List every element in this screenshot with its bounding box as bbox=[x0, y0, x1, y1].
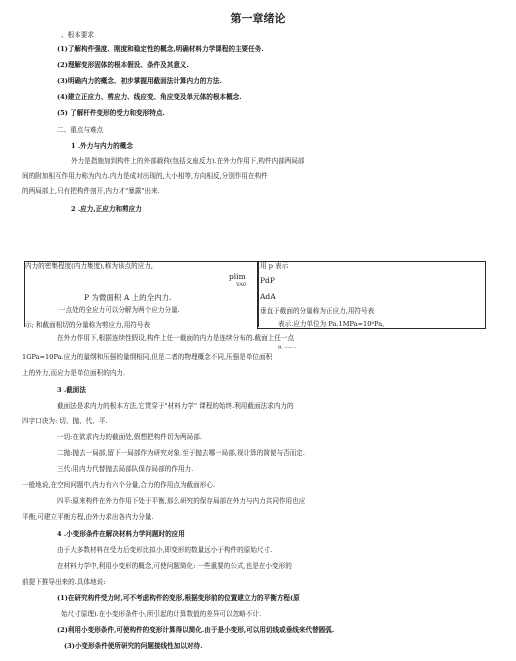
paragraph-line: 间的附加相互作用力称为内力.内力是成对出现的,大小相等,方向相反,分别作用在构件 bbox=[22, 172, 268, 180]
stress-definition-text: 内力的密集程度(内力集度),称为该点的应力, bbox=[25, 262, 154, 270]
paragraph-line: 在材料力学中,利用小变形的概念,可使问题简化: 一些重要的公式,也是在小变形的 bbox=[57, 562, 292, 570]
stress-formula-denominator: AdA bbox=[260, 292, 276, 301]
list-item: (2)利用小变形条件,可使构件的变形计算得以简化.由于是小变形,可以用切线或垂线来代替圆弧. bbox=[57, 626, 335, 634]
stress-unit-text: 表示.应力单位为 Pa.1MPa=10⁶Pa, bbox=[278, 320, 385, 328]
list-item: (3)小变形条件使所研究的问题接线性加以对待. bbox=[64, 642, 203, 650]
requirement-item: (2)理解变形固体的根本假设、条件及其意义. bbox=[57, 61, 189, 69]
stress-symbol-box bbox=[257, 261, 486, 329]
paragraph-line: 在外力作用下,根据连续性假设,构件上任一截面的内力是连续分布的.截面上任一点 bbox=[57, 334, 295, 342]
requirement-item: (5) 了解杆件变形的受力和变形特点. bbox=[57, 109, 165, 117]
full-force-definition: P 为微面积 A 上的全内力. bbox=[84, 293, 172, 302]
paragraph-line: 前提下推导出来的.具体地说: bbox=[22, 578, 106, 586]
section-4-heading: 4 .小变形条件在解决材料力学问题时的应用 bbox=[57, 530, 185, 538]
paragraph-line: 截面法是求内力的根本方法,它贯穿于"材料力学" 课程的始终.利用截面法求内力的 bbox=[57, 402, 294, 410]
paragraph-line: 上的外力,而应力是单位面积的内力. bbox=[22, 369, 126, 377]
requirements-heading: 、根本要求 bbox=[61, 31, 94, 39]
chapter-title: 第一章绪论 bbox=[230, 12, 286, 25]
paragraph-line: 的两局部上,只有把构件剖开,内力才"暴露"出来. bbox=[22, 187, 160, 195]
paragraph-line: 四字口诀为: 切、抛、代、平. bbox=[22, 417, 108, 425]
paragraph-line: 外力是指施加到构件上的外部载荷(包括支座反力).在外力作用下,构件内部两局部 bbox=[71, 157, 305, 165]
stress-decomposition-text: 一点处的全应力可以分解为两个应力分量. bbox=[59, 306, 180, 314]
paragraph-line: 四平:原来构件在外力作用下处于平衡,那么研究的保存局部在外力与内力共同作用也应 bbox=[57, 497, 306, 505]
requirement-item: (1)了解构件强度、刚度和稳定性的概念,明确材料力学课程的主要任务. bbox=[57, 45, 264, 53]
requirement-item: (3)明确内力的概念、初步掌握用截面法计算内力的方法. bbox=[57, 77, 222, 85]
key-points-heading: 二、重点与难点 bbox=[57, 126, 104, 134]
list-item-continuation: 始尺寸原理).在小变形条件小,所引起的计算数值的差异可以忽略不计. bbox=[61, 610, 262, 618]
list-item: (1)在研究构件受力时,可不考虑构件的变形,根据变形前的位置建立力的平衡方程(原 bbox=[57, 594, 300, 602]
fragment-text: 9. ----- - bbox=[278, 345, 297, 351]
paragraph-line: 一般地说,在空间问题中,内力有六个分量,合力的作用点为截面形心. bbox=[22, 481, 216, 489]
stress-formula-numerator: PdP bbox=[260, 276, 275, 285]
shear-stress-text: 示; 和截面相切的分量称为剪应力,用符号表 bbox=[25, 321, 151, 329]
section-3-heading: 3 .截面法 bbox=[57, 386, 86, 394]
limit-subscript: VA0 bbox=[236, 282, 247, 288]
stress-symbol-label: 用 p 表示 bbox=[260, 262, 289, 270]
paragraph-line: 由于大多数材料在受力后变形比拟小,即变形的数量远小于构件的原始尺寸. bbox=[57, 546, 273, 554]
paragraph-line: 1GPa=10Pa.应力的量纲和压强的量纲相同,但是二者的物理概念不同,压强是单位面积 bbox=[22, 353, 273, 361]
section-2-heading: 2 .应力,正应力和剪应力 bbox=[71, 205, 142, 213]
normal-stress-text: 垂直于截面的分量称为正应力,用符号表 bbox=[260, 307, 375, 315]
limit-symbol: plim bbox=[229, 272, 246, 281]
paragraph-line: 一切:在欲求内力的截面处,假想把构件切为两局部. bbox=[57, 433, 202, 441]
paragraph-line: 三代:用内力代替抛去局部队保存局部的作用力. bbox=[57, 465, 194, 473]
requirement-item: (4)建立正应力、剪应力、线应变、角应变及单元体的根本概念. bbox=[57, 93, 242, 101]
paragraph-line: 平衡,可建立平衡方程,由外力求出各内力分量. bbox=[22, 513, 154, 521]
paragraph-line: 二抛:抛去一局部,留下一局部作为研究对象.至于抛去哪一局部,视计算的简便与否而定. bbox=[57, 449, 305, 457]
section-1-heading: 1 .外力与内力的概念 bbox=[71, 142, 133, 150]
